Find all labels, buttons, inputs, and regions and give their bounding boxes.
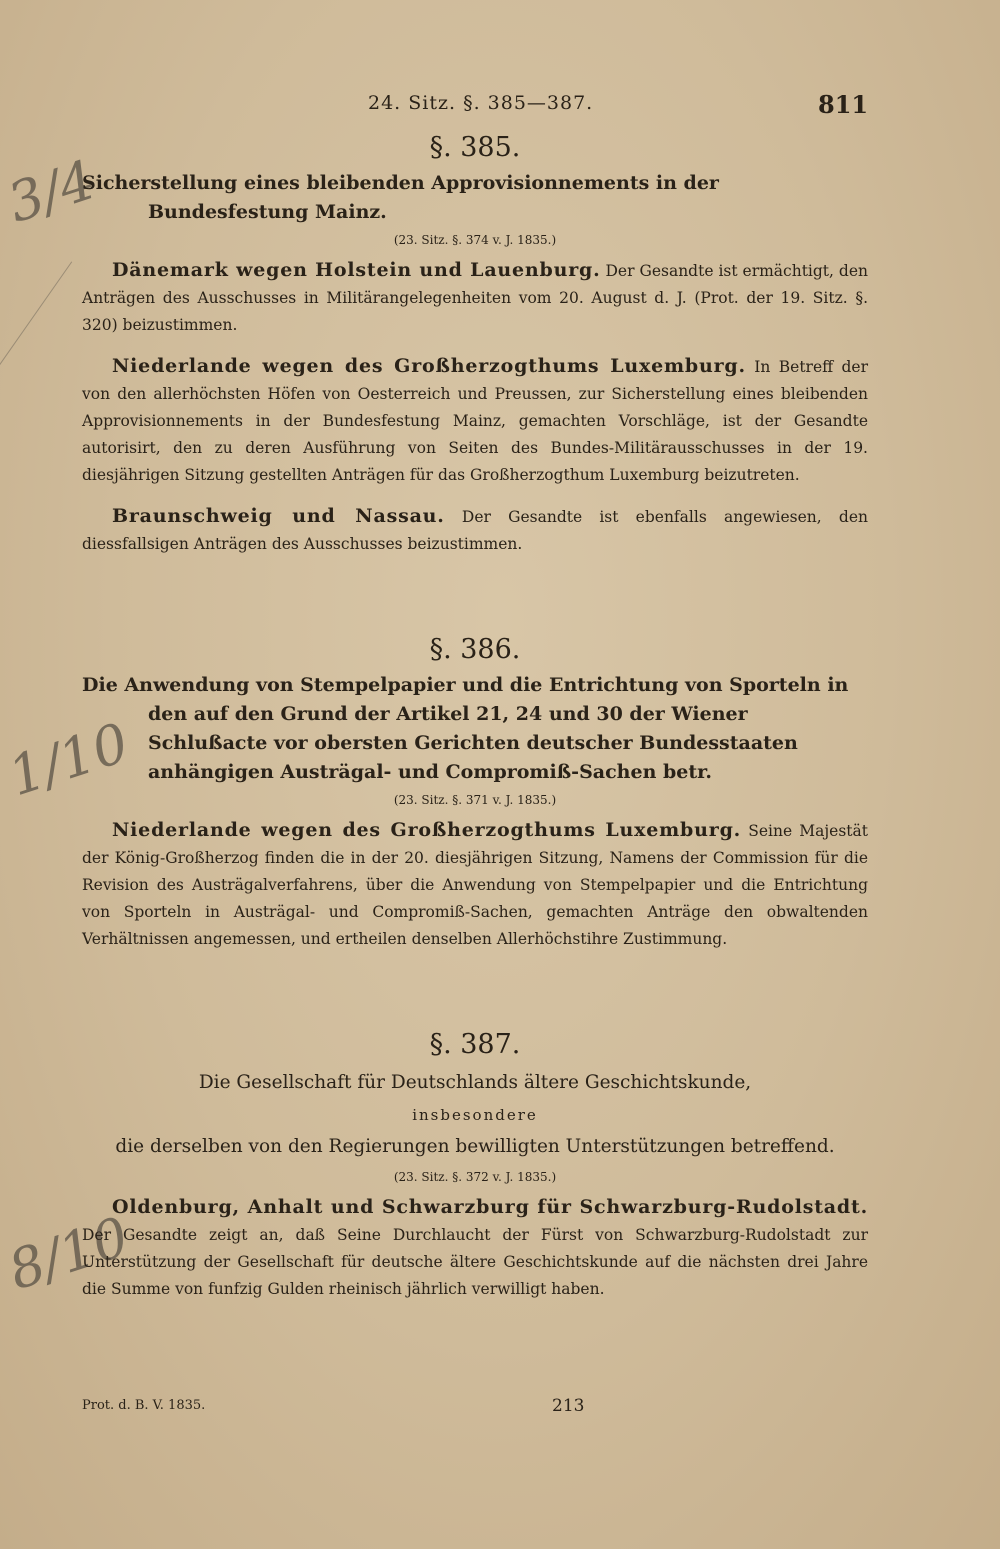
paragraph: [82, 503, 868, 558]
paragraph-lead: Oldenburg, Anhalt und Schwarzburg für Schwarzburg-Rudolstadt.: [112, 1196, 868, 1218]
paragraph-text: Seine Majestät der König-Großherzog finden die in der 20. diesjährigen Sitzung, Namens der Commission für die Revision des Austrägalverfahrens, über die Anwendung von Stempelpapier und die Entrichtung von Sporteln in Austrägal- und Compromiß-Sachen, gemachten Anträge den obwaltenden Verhältnissen angemessen, und ertheilen denselben Allerhöchstihre Zustimmung.: [82, 822, 868, 948]
section-title-line: die derselben von den Regierungen bewilligten Unterstützungen betreffend.: [115, 1136, 835, 1157]
paragraph: [82, 257, 868, 339]
section-reference: (23. Sitz. §. 374 v. J. 1835.): [393, 233, 557, 247]
running-head: 24. Sitz. §. 385—387.: [368, 92, 594, 114]
paragraph: [82, 817, 868, 953]
paragraph-text: Der Gesandte ist ermächtigt, den Anträgen des Ausschusses in Militärangelegenheiten vom 20. August d. J. (Prot. der 19. Sitz. §. 320) beizustimmen.: [82, 262, 868, 334]
paragraph-text: Der Gesandte zeigt an, daß Seine Durchlaucht der Fürst von Schwarzburg-Rudolstadt zur Unterstützung der Gesellschaft für deutsche ältere Geschichtskunde auf die nächsten drei Jahre die Summe von funfzig Gulden rheinisch jährlich verwilligt haben.: [82, 1226, 868, 1298]
section-number: §. 386.: [429, 634, 521, 665]
margin-note-385: 3/4: [0, 148, 103, 235]
paragraph: [82, 353, 868, 489]
section-number: §. 387.: [429, 1029, 521, 1060]
paragraph-lead: Dänemark wegen Holstein und Lauenburg.: [112, 259, 601, 281]
section-387: [82, 1029, 868, 1303]
section-number: §. 385.: [429, 132, 521, 163]
footer-source: Prot. d. B. V. 1835.: [82, 1398, 206, 1413]
margin-stroke: [0, 261, 72, 368]
paragraph-text: In Betreff der von den allerhöchsten Höfen von Oesterreich und Preussen, zur Sicherstellung eines bleibenden Approvisionnements in der Bundesfestung Mainz, gemachten Vorschläge, ist der Gesandte autorisirt, den zu deren Ausführung von Seiten des Bundes-Militärausschusses in der 19. diesjährigen Sitzung gestellten Anträgen für das Großherzogthum Luxemburg beizutreten.: [82, 358, 868, 484]
section-title-line: Die Gesellschaft für Deutschlands ältere Geschichtskunde,: [198, 1072, 752, 1093]
page-header: [0, 92, 1000, 122]
paragraph-lead: Niederlande wegen des Großherzogthums Luxemburg.: [112, 819, 742, 841]
paragraph-lead: Niederlande wegen des Großherzogthums Luxemburg.: [112, 355, 746, 377]
section-385: [82, 132, 868, 558]
section-reference: (23. Sitz. §. 371 v. J. 1835.): [393, 793, 557, 807]
margin-note-387: 8/10: [1, 1204, 137, 1303]
section-title: Die Anwendung von Stempelpapier und die Entrichtung von Sporteln in den auf den Grund der Artikel 21, 24 und 30 der Wiener Schlußacte vor obersten Gerichten deutscher Bundesstaaten anhängigen Austrägal- und Compromiß-Sachen betr.: [82, 674, 849, 783]
footer-signature: 213: [552, 1396, 585, 1416]
section-title: Sicherstellung eines bleibenden Approvisionnements in der Bundesfestung Mainz.: [82, 172, 719, 223]
section-reference: (23. Sitz. §. 372 v. J. 1835.): [393, 1170, 557, 1184]
page-footer: [82, 1398, 868, 1422]
margin-note-386: 1/10: [1, 710, 137, 809]
paragraph-text: Der Gesandte ist ebenfalls angewiesen, den diessfallsigen Anträgen des Ausschusses beizustimmen.: [82, 508, 868, 553]
page-number: 811: [818, 90, 869, 119]
paragraph-lead: Braunschweig und Nassau.: [112, 505, 445, 527]
paragraph: [82, 1194, 868, 1303]
section-title-line: insbesondere: [412, 1106, 538, 1124]
page-content: [82, 130, 868, 1317]
section-386: [82, 634, 868, 953]
